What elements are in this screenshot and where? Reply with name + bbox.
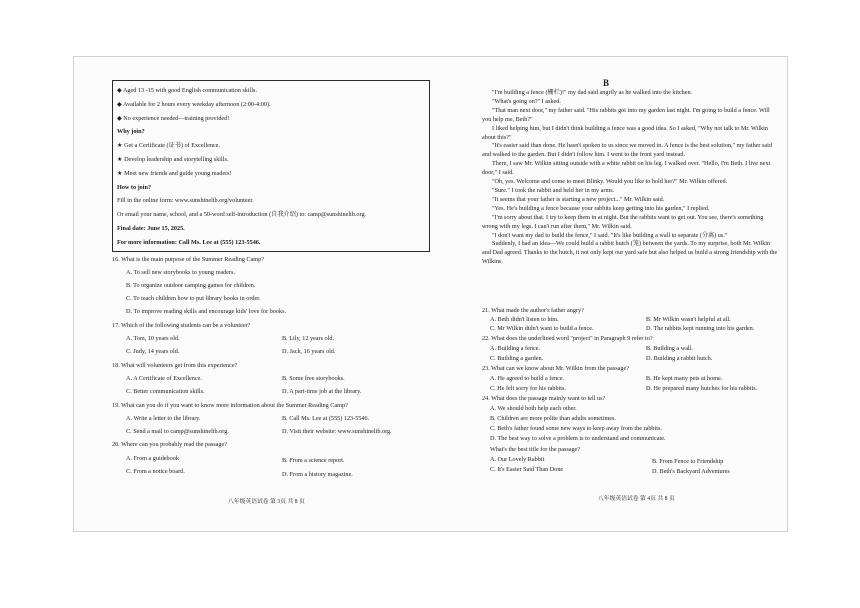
option-24c: C. Beth's father found some new ways to keep away from the rabbits. xyxy=(490,425,662,432)
option-16a: A. To sell new storybooks to young readers. xyxy=(126,269,235,276)
passage-b xyxy=(482,89,778,267)
option-21c: C. Mr Wilkin didn't want to build a fence. xyxy=(490,325,594,332)
passage-paragraph: "Oh, yes. Welcome and come to meet Blinky. Would you like to hold her?" Mr. Wilkin offered. xyxy=(492,178,728,186)
option-20b: B. From a science report. xyxy=(282,457,345,464)
option-23a: A. He agreed to build a fence. xyxy=(490,375,565,382)
passage-paragraph: "I'm building a fence (栅栏)!" my dad said angrily as he walked into the kitchen. xyxy=(492,89,693,96)
passage-paragraph: "Sure." I took the rabbit and held her in my arms. xyxy=(492,186,615,194)
option-18c: C. Better communication skills. xyxy=(126,388,205,395)
option-20d: D. From a history magazine. xyxy=(282,471,353,478)
left-column xyxy=(108,57,433,531)
passage-paragraph: "That man next door," my father said. "His rabbits got into my garden last night. I'm going to build a fence. Will you help me, Beth?" xyxy=(482,106,770,123)
notice-heading: Why join? xyxy=(117,128,145,136)
notice-line: Fill in the online form: www.sunshinelib.org/volunteer. xyxy=(117,197,254,205)
passage-paragraph: I liked helping him, but I didn't think building a fence was a good idea. So I asked, "Why not talk to Mr. Wilkin about this?" xyxy=(482,124,768,141)
option-18b: B. Some free storybooks. xyxy=(282,375,345,382)
option-18a: A. A Certificate of Excellence. xyxy=(126,375,202,382)
option-21a: A. Beth didn't listen to him. xyxy=(490,316,559,323)
option-19c: C. Send a mail to camp@sunshinelib.org. xyxy=(126,428,229,435)
option-16d: D. To improve reading skills and encourage kids' love for books. xyxy=(126,308,287,315)
option-24a: A. We should both help each other. xyxy=(490,405,577,412)
notice-heading: How to join? xyxy=(117,183,152,191)
passage-paragraph: "What's going on?" I asked. xyxy=(492,97,561,105)
option-17d: D. Jack, 16 years old. xyxy=(282,348,336,355)
notice-line: ◆ Available for 2 hours every weekday afternoon (2:00-4:00). xyxy=(117,100,271,108)
option-25a: A. Our Lovely Rabbit xyxy=(490,456,545,463)
option-25c: C. It's Easier Said Than Done xyxy=(490,466,564,473)
option-23c: C. He felt sorry for his rabbits. xyxy=(490,385,566,392)
question-19: 19. What can you do if you want to know more information about the Summer Reading Camp? xyxy=(112,402,348,409)
notice-line: Or email your name, school, and a 50-word self-introduction (自我介绍) to: camp@sunshinelib.org. xyxy=(117,211,367,219)
option-24d: D. The best way to solve a problem is to understand and communicate. xyxy=(490,435,666,442)
notice-line: Final date: June 15, 2025. xyxy=(117,224,185,232)
question-21: 21. What made the author's father angry? xyxy=(482,307,584,314)
option-25d: D. Beth's Backyard Adventures xyxy=(652,468,730,475)
option-19d: D. Visit their website: www.sunshinelib.org. xyxy=(282,428,392,435)
option-22c: C. Building a garden. xyxy=(490,355,544,362)
option-22b: B. Building a wall. xyxy=(646,345,693,352)
option-19b: B. Call Ms. Lee at (555) 123-5546. xyxy=(282,415,370,422)
option-25b: B. From Fence to Friendship xyxy=(652,458,724,465)
option-23b: B. He kept many pets at home. xyxy=(646,375,723,382)
section-title: B xyxy=(603,78,610,88)
passage-paragraph: "I don't want my dad to build the fence," I said. "It's like building a wall to separate (分离) us." xyxy=(492,231,728,239)
option-19a: A. Write a letter to the library. xyxy=(126,415,201,422)
notice-line: ◆ Aged 13 -15 with good English communication skills. xyxy=(117,87,258,94)
notice-box xyxy=(112,80,430,252)
question-16: 16. What is the main purpose of the Summer Reading Camp? xyxy=(112,256,264,263)
question-20: 20. Where can you probably read the passage? xyxy=(112,441,227,448)
right-column xyxy=(478,57,780,531)
passage-paragraph: "It seems that your father is starting a new project..." Mr. Wilkin said. xyxy=(492,195,665,203)
passage-paragraph: Suddenly, I had an idea—We could build a rabbit hutch (笼) between the yards. To my surprise, both Mr. Wilkin and Dad agreed. Thanks to the hutch, it not only kept our yard safe but also helped us build a strong friendship with the Wilkins. xyxy=(482,240,778,266)
notice-line: For more information: Call Ms. Lee at (555) 123-5546. xyxy=(117,238,261,246)
option-23d: D. He prepared many hutches for his rabbits. xyxy=(646,385,758,392)
option-21d: D. The rabbits kept running into his garden. xyxy=(646,325,755,332)
option-17b: B. Lily, 12 years old. xyxy=(282,335,335,342)
page-footer-left: 八年级英语试卷 第 3页 共 8 页 xyxy=(228,499,305,505)
question-17: 17. Which of the following students can be a volunteer? xyxy=(112,322,251,329)
question-25: What's the best title for the passage? xyxy=(490,446,581,453)
question-18: 18. What will volunteers get from this experience? xyxy=(112,362,238,369)
option-18d: D. A part-time job at the library. xyxy=(282,388,362,395)
option-20c: C. From a notice board. xyxy=(126,468,185,475)
passage-paragraph: "It's easier said than done. He hasn't spoken to us since we moved in. A fence is the best solution," my father said and walked to the garden. But I didn't follow him. I went to the front yard instead. xyxy=(482,142,772,159)
page-footer-right: 八年级英语试卷 第 4页 共 8 页 xyxy=(598,496,675,502)
passage-paragraph: There, I saw Mr. Wilkin sitting outside with a white rabbit on his leg. I walked over. "Hello, I'm Beth. I live next door," I said. xyxy=(482,160,771,177)
option-16b: B. To organize outdoor camping games for children. xyxy=(126,282,256,289)
option-24b: B. Children are more polite than adults sometimes. xyxy=(490,415,616,422)
notice-line: ◆ No experience needed—training provided! xyxy=(117,114,230,122)
notice-line: ★ Get a Certificate (证书) of Excellence. xyxy=(117,142,220,150)
option-22d: D. Building a rabbit hutch. xyxy=(646,355,713,362)
option-16c: C. To teach children how to put library books in order. xyxy=(126,295,261,302)
notice-line: ★ Develop leadership and storytelling skills. xyxy=(117,155,229,163)
passage-paragraph: "I'm sorry about that. I try to keep them in at night. But the rabbits want to get out. You see, there's something wrong with my legs. I can't run after them," Mr. Wilkin said. xyxy=(482,213,764,230)
option-21b: B. Mr Wilkin wasn't helpful at all. xyxy=(646,316,731,323)
notice-line: ★ Meet new friends and guide young readers! xyxy=(117,169,232,177)
exam-sheet xyxy=(73,56,788,532)
question-23: 23. What can we know about Mr. Wilkin from the passage? xyxy=(482,365,629,372)
option-20a: A. From a guidebook xyxy=(126,455,179,462)
option-22a: A. Building a fence. xyxy=(490,345,541,352)
question-24: 24. What does the passage mainly want to tell us? xyxy=(482,395,606,402)
passage-paragraph: "Yes. He's building a fence because your rabbits keep getting into his garden," I replied. xyxy=(492,204,710,212)
question-22: 22. What does the underlined word "project" in Paragraph 9 refer to? xyxy=(482,335,653,342)
option-17c: C. Judy, 14 years old. xyxy=(126,348,180,355)
option-17a: A. Tom, 10 years old. xyxy=(126,335,180,342)
